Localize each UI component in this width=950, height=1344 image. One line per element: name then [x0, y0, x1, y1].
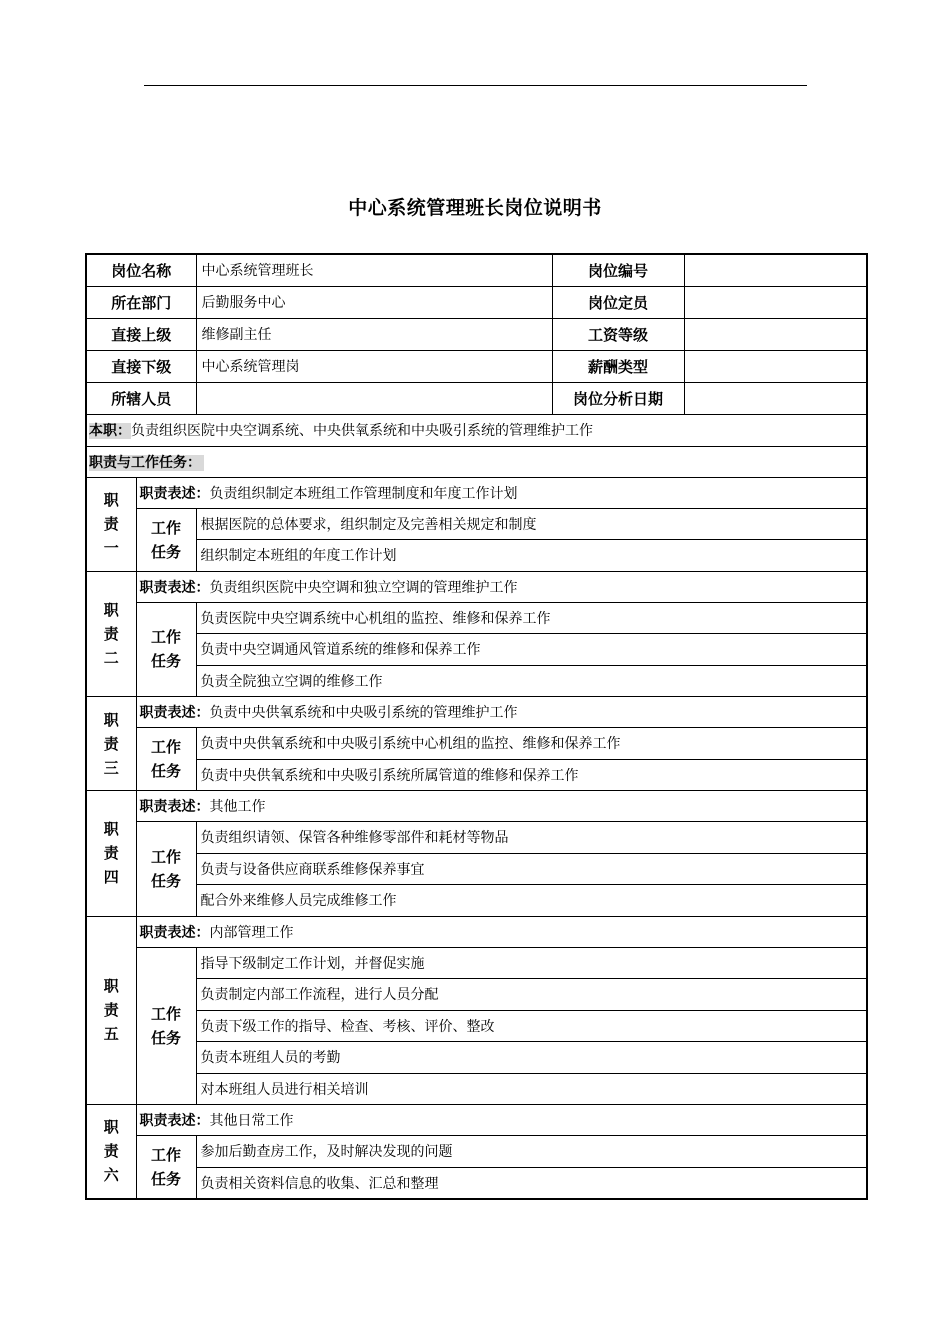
task-row	[86, 1167, 867, 1199]
duty-description-label: 职责表述：	[139, 924, 210, 941]
duty-desc-row	[86, 697, 867, 728]
duty-description	[136, 1105, 867, 1136]
info-label: 岗位分析日期	[552, 382, 684, 414]
task-row	[86, 947, 867, 979]
info-label: 薪酬类型	[552, 350, 684, 382]
info-row	[86, 254, 867, 286]
info-label: 岗位编号	[552, 254, 684, 286]
task-label-cell	[136, 508, 196, 571]
info-label: 所辖人员	[86, 382, 196, 414]
task-row	[86, 540, 867, 572]
duty-label-char: 责	[103, 734, 119, 753]
duty-description-label: 职责表述：	[139, 799, 210, 815]
duty-description-text: 其他日常工作	[209, 1113, 294, 1129]
task-item: 组织制定本班组的年度工作计划	[196, 540, 867, 572]
info-label: 所在部门	[86, 286, 196, 318]
info-label: 岗位定员	[552, 286, 684, 318]
task-label-line: 任务	[151, 1028, 182, 1047]
task-item: 指导下级制定工作计划，并督促实施	[196, 947, 867, 979]
duty-label-char: 职	[103, 710, 119, 729]
info-label: 岗位名称	[86, 254, 196, 286]
duty-description-text: 负责中央供氧系统和中央吸引系统的管理维护工作	[209, 705, 518, 721]
duty-label-char: 二	[103, 648, 119, 667]
duty-description-text: 负责组织医院中央空调和独立空调的管理维护工作	[209, 579, 518, 596]
duty-description-label: 职责表述：	[139, 485, 210, 502]
duty-label-char: 四	[103, 868, 119, 887]
duty-description	[136, 477, 867, 508]
task-label-line: 任务	[151, 542, 182, 561]
main-duty-label: 本职：	[89, 423, 131, 439]
task-row	[86, 822, 867, 854]
main-duty-row	[86, 414, 867, 446]
task-label-line: 任务	[151, 871, 182, 890]
duty-label-char: 责	[103, 844, 119, 863]
task-label-line: 任务	[151, 762, 182, 780]
info-row	[86, 350, 867, 382]
task-label-line: 工作	[151, 847, 182, 866]
task-item: 根据医院的总体要求，组织制定及完善相关规定和制度	[196, 508, 867, 540]
duty-label-cell	[86, 1105, 136, 1199]
duty-label-char: 五	[103, 1025, 119, 1044]
task-item: 负责本班组人员的考勤	[196, 1042, 867, 1074]
info-value: 中心系统管理岗	[196, 350, 552, 382]
task-item: 负责中央供氧系统和中央吸引系统中心机组的监控、维修和保养工作	[196, 728, 867, 760]
task-item: 负责相关资料信息的收集、汇总和整理	[196, 1167, 867, 1199]
section-header-row	[86, 446, 867, 477]
task-item: 对本班组人员进行相关培训	[196, 1073, 867, 1105]
task-row	[86, 1042, 867, 1074]
duty-description-text: 内部管理工作	[209, 924, 294, 941]
duty-desc-row	[86, 1105, 867, 1136]
header-rule	[144, 85, 807, 86]
duty-label-cell	[86, 916, 136, 1105]
duty-label-cell	[86, 571, 136, 697]
task-label-cell	[136, 822, 196, 917]
task-label-line: 工作	[151, 518, 182, 537]
info-value	[684, 286, 867, 318]
task-row	[86, 885, 867, 917]
duty-label-char: 职	[103, 1118, 119, 1137]
duty-description-label: 职责表述：	[139, 705, 210, 721]
task-item: 负责组织请领、保管各种维修零部件和耗材等物品	[196, 822, 867, 854]
duty-description-text: 其他工作	[209, 799, 266, 815]
info-value	[684, 382, 867, 414]
task-row	[86, 634, 867, 666]
duty-desc-row	[86, 791, 867, 822]
info-label: 工资等级	[552, 318, 684, 350]
duty-label-char: 职	[103, 977, 119, 996]
duty-description-label: 职责表述：	[139, 1113, 210, 1129]
section-label: 职责与工作任务：	[89, 455, 204, 471]
task-row	[86, 602, 867, 634]
duty-label-cell	[86, 791, 136, 917]
info-label: 直接上级	[86, 318, 196, 350]
task-label-line: 工作	[151, 738, 182, 756]
duty-label-char: 责	[103, 515, 119, 533]
task-item: 负责医院中央空调系统中心机组的监控、维修和保养工作	[196, 602, 867, 634]
task-row	[86, 1073, 867, 1105]
duty-label-char: 责	[103, 1001, 119, 1020]
duty-label-char: 一	[103, 539, 119, 557]
task-item: 负责全院独立空调的维修工作	[196, 665, 867, 697]
duty-label-char: 职	[103, 820, 119, 839]
task-row	[86, 979, 867, 1011]
task-row	[86, 1010, 867, 1042]
task-label-line: 工作	[151, 1004, 182, 1023]
duty-desc-row	[86, 571, 867, 602]
document-title: 中心系统管理班长岗位说明书	[348, 197, 602, 219]
info-row	[86, 318, 867, 350]
task-label-cell	[136, 602, 196, 697]
info-value: 维修副主任	[196, 318, 552, 350]
info-value: 中心系统管理班长	[196, 254, 552, 286]
task-row	[86, 759, 867, 791]
duty-label-char: 职	[103, 491, 119, 509]
task-label-line: 任务	[151, 1169, 182, 1188]
duty-label-char: 六	[103, 1166, 119, 1185]
task-row	[86, 1136, 867, 1168]
duty-desc-row	[86, 916, 867, 947]
job-description-table	[85, 253, 868, 1200]
task-item: 配合外来维修人员完成维修工作	[196, 885, 867, 917]
task-item: 负责下级工作的指导、检查、考核、评价、整改	[196, 1010, 867, 1042]
info-value	[684, 350, 867, 382]
duty-label-char: 职	[103, 600, 119, 619]
task-label-line: 工作	[151, 1145, 182, 1164]
info-value: 后勤服务中心	[196, 286, 552, 318]
duty-description-label: 职责表述：	[139, 579, 210, 596]
duty-label-cell	[86, 477, 136, 571]
duty-description	[136, 697, 867, 728]
task-row	[86, 665, 867, 697]
info-value	[196, 382, 552, 414]
duty-label-char: 三	[103, 758, 119, 777]
task-label-line: 任务	[151, 652, 182, 671]
info-row	[86, 382, 867, 414]
main-duty-cell	[86, 414, 867, 446]
info-label: 直接下级	[86, 350, 196, 382]
duty-description	[136, 916, 867, 947]
task-item: 参加后勤查房工作，及时解决发现的问题	[196, 1136, 867, 1168]
task-item: 负责中央空调通风管道系统的维修和保养工作	[196, 634, 867, 666]
task-item: 负责与设备供应商联系维修保养事宜	[196, 853, 867, 885]
duty-description-text: 负责组织制定本班组工作管理制度和年度工作计划	[209, 485, 518, 502]
main-duty-text: 负责组织医院中央空调系统、中央供氧系统和中央吸引系统的管理维护工作	[131, 423, 593, 439]
duty-label-char: 责	[103, 1142, 119, 1161]
duty-label-char: 责	[103, 624, 119, 643]
task-row	[86, 728, 867, 760]
info-value	[684, 254, 867, 286]
task-row	[86, 853, 867, 885]
task-label-cell	[136, 947, 196, 1105]
section-header	[86, 446, 867, 477]
task-item: 负责制定内部工作流程，进行人员分配	[196, 979, 867, 1011]
task-label-line: 工作	[151, 628, 182, 647]
info-value	[684, 318, 867, 350]
duty-desc-row	[86, 477, 867, 508]
task-item: 负责中央供氧系统和中央吸引系统所属管道的维修和保养工作	[196, 759, 867, 791]
task-label-cell	[136, 728, 196, 791]
duty-description	[136, 571, 867, 602]
duty-description	[136, 791, 867, 822]
duty-label-cell	[86, 697, 136, 791]
task-row	[86, 508, 867, 540]
task-label-cell	[136, 1136, 196, 1199]
info-row	[86, 286, 867, 318]
